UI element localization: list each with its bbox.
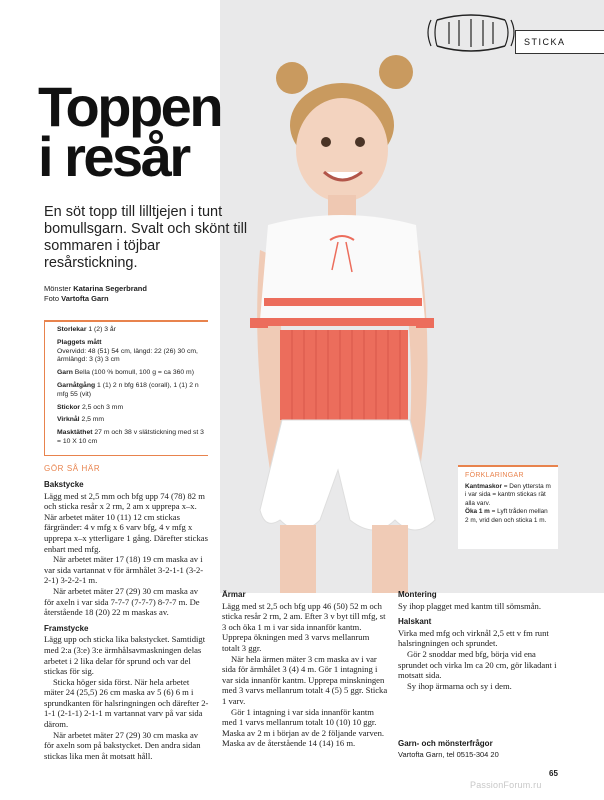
title-line-2: i resår bbox=[38, 125, 189, 188]
section-tab: STICKA bbox=[515, 30, 604, 54]
contact-heading: Garn- och mönsterfrågor bbox=[398, 739, 493, 748]
paragraph: När arbetet mäter 27 (29) 30 cm maska av för axeln i var sida 7-7-7 (7-7-7) 8-7-7 m. De återstående 18 (20) 22 m maskas av. bbox=[44, 585, 200, 618]
paragraph: Sy ihop plagget med kantm till sömsmån. bbox=[398, 600, 541, 611]
section-heading: Halskant bbox=[398, 617, 432, 627]
paragraph: Lägg med st 2,5 mm och bfg upp 74 (78) 82 m och sticka resår x 2 rm, 2 am x upprepa x–x. När arbetet mäter 10 (11) 12 cm stickas färgränder: 4 v mfg x 6 varv bfg, 4 v mfg x upprepa x–x ytterligare 1 gång. Därefter stickas enbart med mfg. bbox=[44, 490, 208, 554]
intro-text: En söt topp till lilltjejen i tunt bomullsgarn. Svalt och skönt till sommaren i töjbar resårstickning. bbox=[44, 204, 248, 271]
instructions-column-3 bbox=[398, 590, 558, 691]
instructions-column-1 bbox=[44, 480, 210, 761]
paragraph: Gör 2 snoddar med bfg, börja vid ena sprundet och virka lm ca 20 cm, gör likadant i motsatt sida. bbox=[398, 648, 557, 681]
paragraph: När arbetet mäter 17 (18) 19 cm maska av i var sida vartannat v för ärmhålet 3-2-1-1 (3-2-2-1) 3-2-2-1 m. bbox=[44, 554, 204, 586]
paragraph: Gör 1 intagning i var sida innanför kantm med 1 varvs mellanrum totalt 10 (10) 10 ggr. Maska av 2 m i början av de 2 följande varven. Maska av de återstående 14 (14) 16 m. bbox=[222, 706, 385, 749]
paragraph: Lägg upp och sticka lika bakstycket. Samtidigt med 2:a (3:e) 3:e ärmhålsavmaskningen delas arbetet i 2 lika delar för sprund och var del stickas för sig. bbox=[44, 634, 206, 677]
watermark: PassionForum.ru bbox=[470, 780, 542, 790]
section-heading: Bakstycke bbox=[44, 480, 84, 489]
section-heading: Montering bbox=[398, 590, 437, 599]
section-heading: Framstycke bbox=[44, 623, 89, 633]
contact-block bbox=[398, 733, 558, 760]
legend-title: FÖRKLARINGAR bbox=[465, 472, 524, 479]
legend-box bbox=[458, 465, 558, 549]
page-title bbox=[38, 75, 222, 188]
page-number: 65 bbox=[549, 769, 558, 778]
spec-item: Stickor 2,5 och 3 mm bbox=[57, 403, 124, 411]
spec-item: Storlekar 1 (2) 3 år bbox=[57, 326, 116, 333]
legend-item-1: Kantmaskor = Den yttersta m i var sida = kantm stickas rät alla varv. bbox=[465, 482, 551, 507]
instructions-column-2 bbox=[222, 590, 388, 749]
title-line-1: Toppen bbox=[38, 75, 222, 138]
yarn-skein-icon bbox=[427, 12, 515, 54]
paragraph: Sy ihop ärmarna och sy i dem. bbox=[407, 680, 512, 691]
photo-credit: Foto Vartofta Garn bbox=[44, 294, 109, 303]
paragraph: Sticka höger sida först. När hela arbetet mäter 24 (25,5) 26 cm maska av 5 (6) 6 m i sprundkanten för halsringningen och därefter 2-1-1 (2-1-1) 2-1-1 m vartannat varv på var sida därom. bbox=[44, 676, 209, 730]
paragraph: Lägg med st 2,5 och bfg upp 46 (50) 52 m och sticka resår 2 rm, 2 am. Efter 3 v byt till mfg, st 3 och öka 1 m i var sida innanför kantm. Upprepa ökningen med 3 varvs mellanrum totalt 3 ggr. bbox=[222, 600, 386, 653]
specs-box bbox=[44, 320, 208, 456]
paragraph: När hela ärmen mäter 3 cm maska av i var sida för ärmhålet 3 (4) 4 m. Gör 1 intagning i var sida innanför kantm. Upprepa minskningen med 3 varvs mellanrum totalt 4 (5) 5 ggr. Sticka 1 varv. bbox=[222, 653, 388, 706]
spec-item: Masktäthet 27 m och 38 v slätstickning med st 3 = 10 X 10 cm bbox=[57, 429, 204, 445]
spec-item: Plaggets mått Overvidd: 48 (51) 54 cm, längd: 22 (26) 30 cm, ärmlängd: 3 (3) 3 cm bbox=[57, 338, 198, 364]
paragraph: Virka med mfg och virknål 2,5 ett v fm runt halsringningen och sprundet. bbox=[398, 627, 549, 649]
design-credit: Mönster Katarina Segerbrand bbox=[44, 284, 147, 293]
spec-item: Virknål 2,5 mm bbox=[57, 416, 105, 424]
spec-item: Garnåtgång 1 (1) 2 n bfg 618 (corall), 1 (1) 2 n mfg 55 (vit) bbox=[57, 381, 199, 398]
contact-text: Vartofta Garn, tel 0515-304 20 bbox=[398, 749, 499, 759]
section-heading: Ärmar bbox=[222, 590, 246, 599]
spec-item: Garn Bella (100 % bomull, 100 g = ca 360 m) bbox=[57, 369, 194, 377]
legend-item-2: Öka 1 m = Lyft tråden mellan 2 m, vrid den och sticka 1 m. bbox=[465, 508, 548, 524]
paragraph: När arbetet mäter 27 (29) 30 cm maska av för axeln som på bakstycket. Den andra sidan stickas lika men åt motsatt håll. bbox=[44, 729, 201, 761]
instructions-heading: GÖR SÅ HÄR bbox=[44, 464, 101, 473]
